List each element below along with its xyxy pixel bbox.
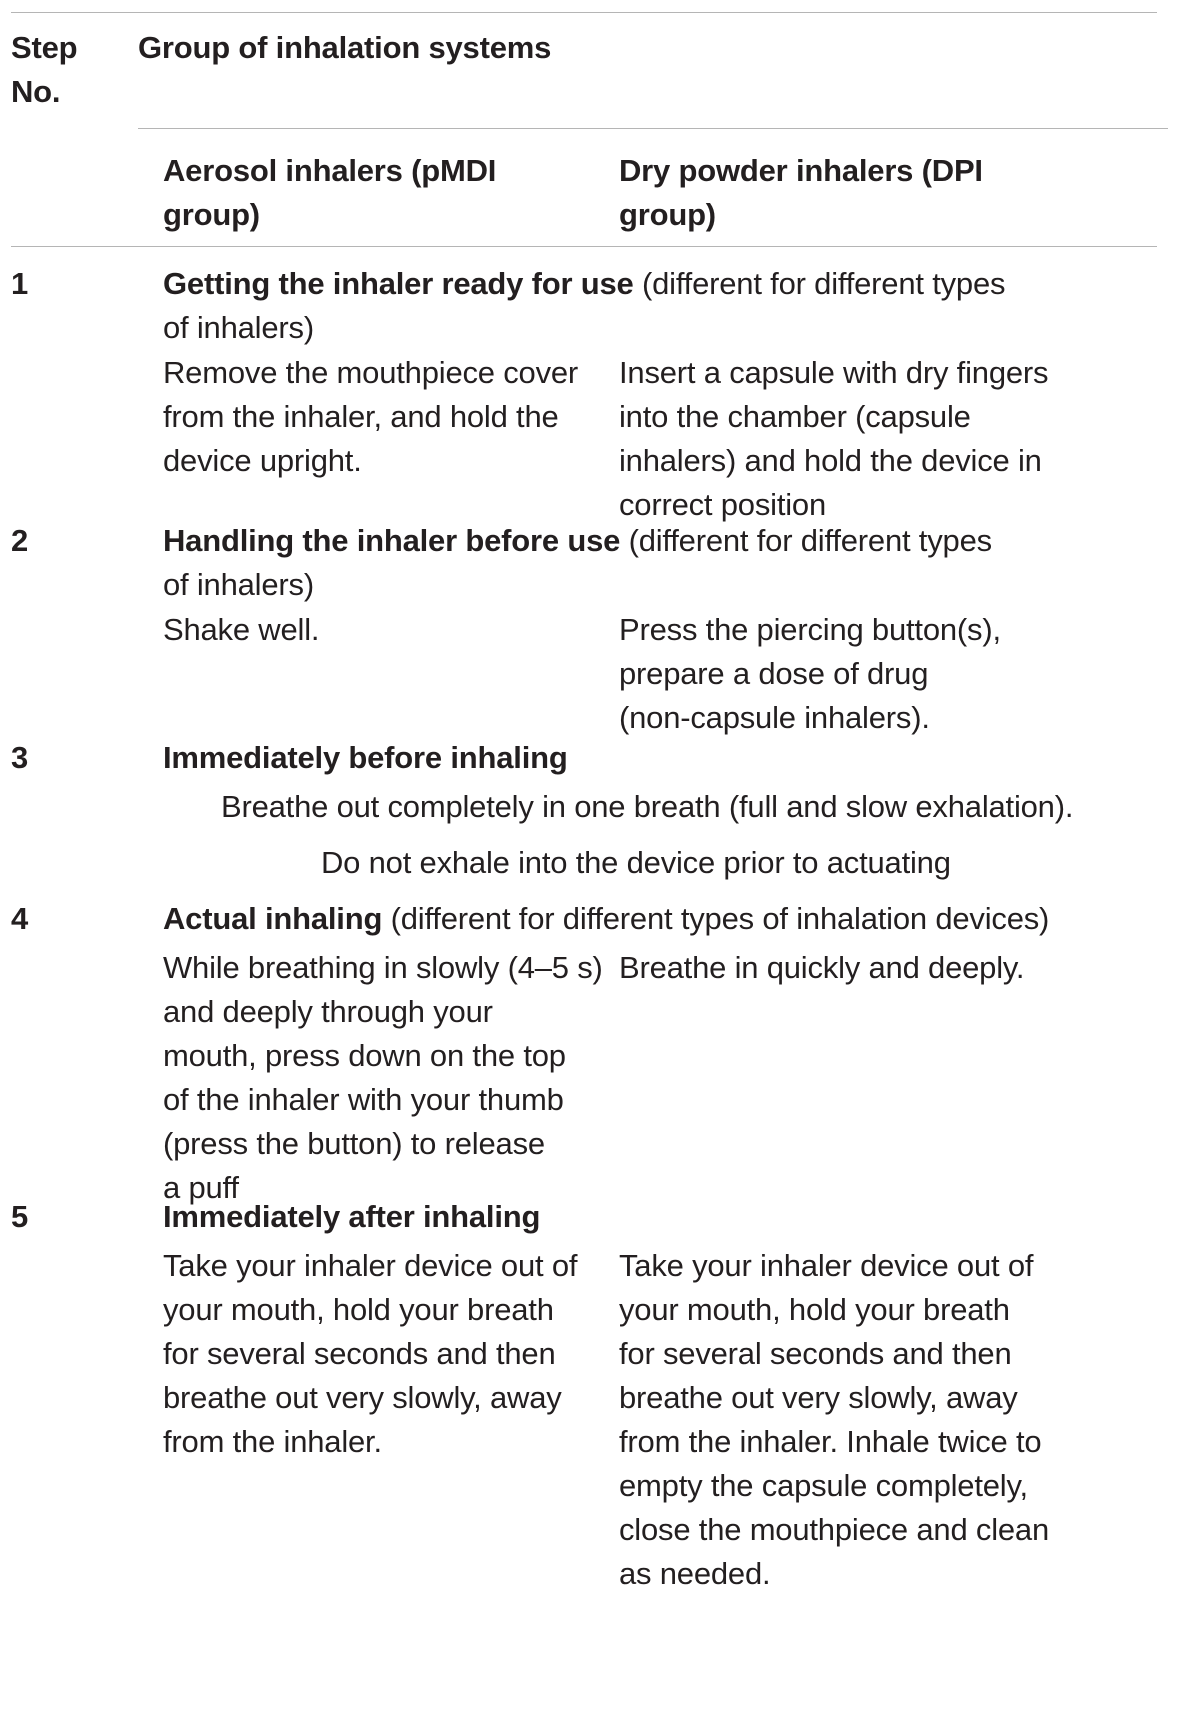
step-2-pmdi: Shake well. [163,612,320,647]
step-3-shared-line-1: Breathe out completely in one breath (full and slow exhalation). [221,789,1074,824]
dpi-column-header: Dry powder inhalers (DPI group) [619,153,983,232]
step-1-dpi: Insert a capsule with dry fingers into the chamber (capsule inhalers) and hold the device in correct position [619,355,1049,522]
top-rule [11,12,1157,13]
step-2-title: Handling the inhaler before use (different for different types of inhalers) [163,523,992,602]
step-5-pmdi: Take your inhaler device out of your mouth, hold your breath for several seconds and then breathe out very slowly, away from the inhaler. [163,1248,578,1459]
step-3-title: Immediately before inhaling [163,740,568,775]
header-bottom-rule [11,246,1157,247]
step-4-pmdi: While breathing in slowly (4–5 s) and deeply through your mouth, press down on the top of the inhaler with your thumb (press the button) to release a puff [163,950,603,1205]
group-header: Group of inhalation systems [138,30,552,65]
step-3-shared-line-2: Do not exhale into the device prior to actuating [321,845,951,880]
step-2-dpi: Press the piercing button(s), prepare a dose of drug (non-capsule inhalers). [619,612,1001,735]
step-4-title: Actual inhaling (different for different types of inhalation devices) [163,901,1050,936]
step-2-number: 2 [11,523,29,558]
step-1-title: Getting the inhaler ready for use (different for different types of inhalers) [163,266,1006,345]
step-5-dpi: Take your inhaler device out of your mouth, hold your breath for several seconds and then breathe out very slowly, away from the inhaler. Inhale twice to empty the capsule completely, close the mouthpiece and clean as needed. [619,1248,1050,1591]
step-1-pmdi: Remove the mouthpiece cover from the inhaler, and hold the device upright. [163,355,579,478]
group-header-rule [138,128,1168,129]
step-column-header: Step No. [11,30,78,109]
step-4-dpi: Breathe in quickly and deeply. [619,950,1025,985]
step-4-number: 4 [11,901,29,936]
pmdi-column-header: Aerosol inhalers (pMDI group) [163,153,497,232]
step-5-title: Immediately after inhaling [163,1199,541,1234]
step-1-number: 1 [11,266,29,301]
step-5-number: 5 [11,1199,29,1234]
step-3-number: 3 [11,740,29,775]
